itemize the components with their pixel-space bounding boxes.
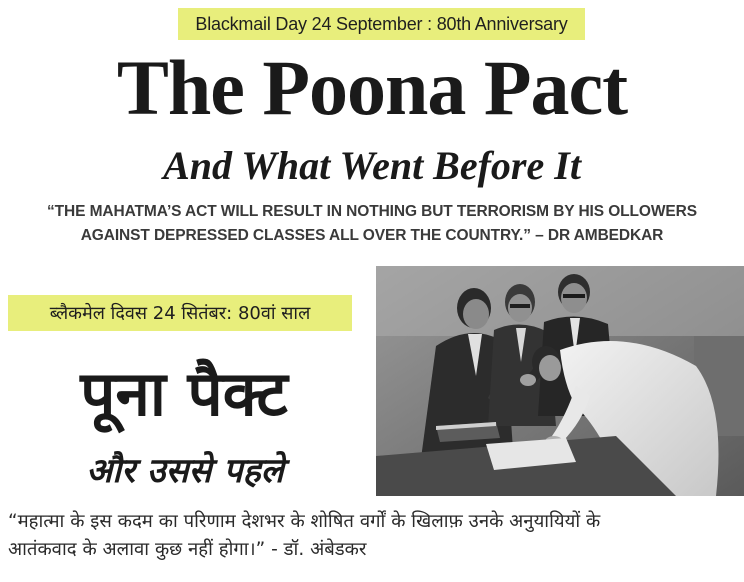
hindi-banner-text: ब्लैकमेल दिवस 24 सितंबर: 80वां साल — [49, 303, 311, 324]
english-subtitle: And What Went Before It — [163, 143, 581, 188]
hindi-ambedkar-quote — [0, 508, 744, 564]
english-banner-text: Blackmail Day 24 September : 80th Anniversary — [195, 13, 568, 34]
historical-photograph — [376, 266, 744, 496]
english-title: The Poona Pact — [116, 44, 628, 131]
english-anniversary-banner — [178, 8, 585, 40]
english-quote-line-2: AGAINST DEPRESSED CLASSES ALL OVER THE COUNTRY.” – DR AMBEDKAR — [80, 227, 664, 244]
photo-illustration — [376, 266, 744, 496]
english-quote-line-1: “THE MAHATMA’S ACT WILL RESULT IN NOTHING BUT TERRORISM BY HIS OLLOWERS — [47, 203, 697, 220]
english-ambedkar-quote — [0, 200, 744, 248]
hindi-quote-line-1: “महात्मा के इस कदम का परिणाम देशभर के शोषित वर्गों के खिलाफ़ उनके अनुयायियों के — [8, 511, 601, 532]
hindi-subtitle: और उससे पहले — [86, 451, 284, 491]
hindi-anniversary-banner — [8, 295, 352, 331]
hindi-quote-line-2: आतंकवाद के अलावा कुछ नहीं होगा।” - डॉ. अंबेडकर — [8, 539, 367, 560]
hindi-title: पूना पैक्ट — [80, 357, 288, 430]
